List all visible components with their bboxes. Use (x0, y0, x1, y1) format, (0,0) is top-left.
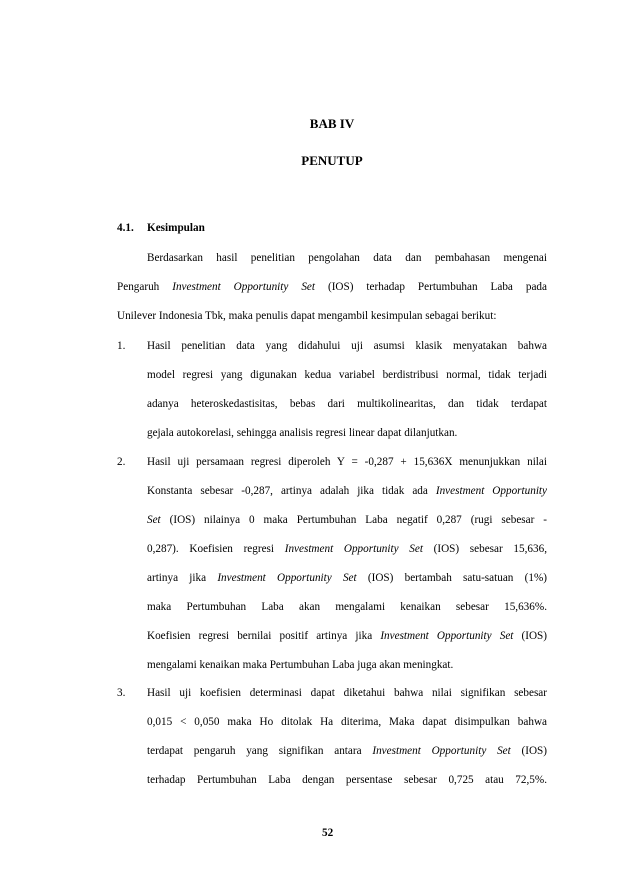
item-1-line-4: gejala autokorelasi, sehingga analisis regresi linear dapat dilanjutkan. (147, 427, 458, 439)
item-1-line-1: Hasil penelitian data yang didahului uji asumsi klasik menyatakan bahwa (147, 340, 547, 352)
item-2-line-4: 0,287). Koefisien regresi Investment Opportunity Set (IOS) sebesar 15,636, (147, 543, 547, 555)
item-1-number: 1. (117, 340, 126, 352)
item-3-number: 3. (117, 687, 126, 699)
item-2-number: 2. (117, 456, 126, 468)
item-2-line-7: Koefisien regresi bernilai positif artinya jika Investment Opportunity Set (IOS) (147, 630, 547, 642)
item-2-line-6: maka Pertumbuhan Laba akan mengalami kenaikan sebesar 15,636%. (147, 601, 547, 613)
item-2-line-2: Konstanta sebesar -0,287, artinya adalah jika tidak ada Investment Opportunity (147, 485, 548, 497)
item-3-line-3: terdapat pengaruh yang signifikan antara Investment Opportunity Set (IOS) (147, 745, 547, 757)
item-1-line-3: adanya heteroskedastisitas, bebas dari multikolinearitas, dan tidak terdapat (147, 398, 547, 410)
chapter-title: BAB IV (309, 116, 355, 131)
item-3-line-4: terhadap Pertumbuhan Laba dengan persentase sebesar 0,725 atau 72,5%. (147, 774, 547, 786)
chapter-subtitle: PENUTUP (301, 153, 363, 168)
item-1-line-2: model regresi yang digunakan kedua variabel berdistribusi normal, tidak terjadi (147, 369, 547, 381)
item-2-line-8: mengalami kenaikan maka Pertumbuhan Laba juga akan meningkat. (147, 659, 454, 671)
item-3-line-2: 0,015 < 0,050 maka Ho ditolak Ha diterima, Maka dapat disimpulkan bahwa (147, 716, 547, 728)
item-3-line-1: Hasil uji koefisien determinasi dapat diketahui bahwa nilai signifikan sebesar (147, 687, 547, 699)
item-2-line-1: Hasil uji persamaan regresi diperoleh Y = -0,287 + 15,636X menunjukkan nilai (147, 456, 547, 468)
page-number: 52 (322, 827, 334, 839)
item-2-line-5: artinya jika Investment Opportunity Set (IOS) bertambah satu-satuan (1%) (147, 572, 547, 584)
intro-line-2: Pengaruh Investment Opportunity Set (IOS) terhadap Pertumbuhan Laba pada (117, 281, 547, 293)
intro-line-3: Unilever Indonesia Tbk, maka penulis dapat mengambil kesimpulan sebagai berikut: (117, 310, 497, 322)
section-number: 4.1. (117, 222, 134, 234)
section-title: Kesimpulan (147, 222, 205, 234)
item-2-line-3: Set (IOS) nilainya 0 maka Pertumbuhan Laba negatif 0,287 (rugi sebesar - (147, 514, 547, 526)
intro-line-1: Berdasarkan hasil penelitian pengolahan data dan pembahasan mengenai (147, 252, 547, 264)
